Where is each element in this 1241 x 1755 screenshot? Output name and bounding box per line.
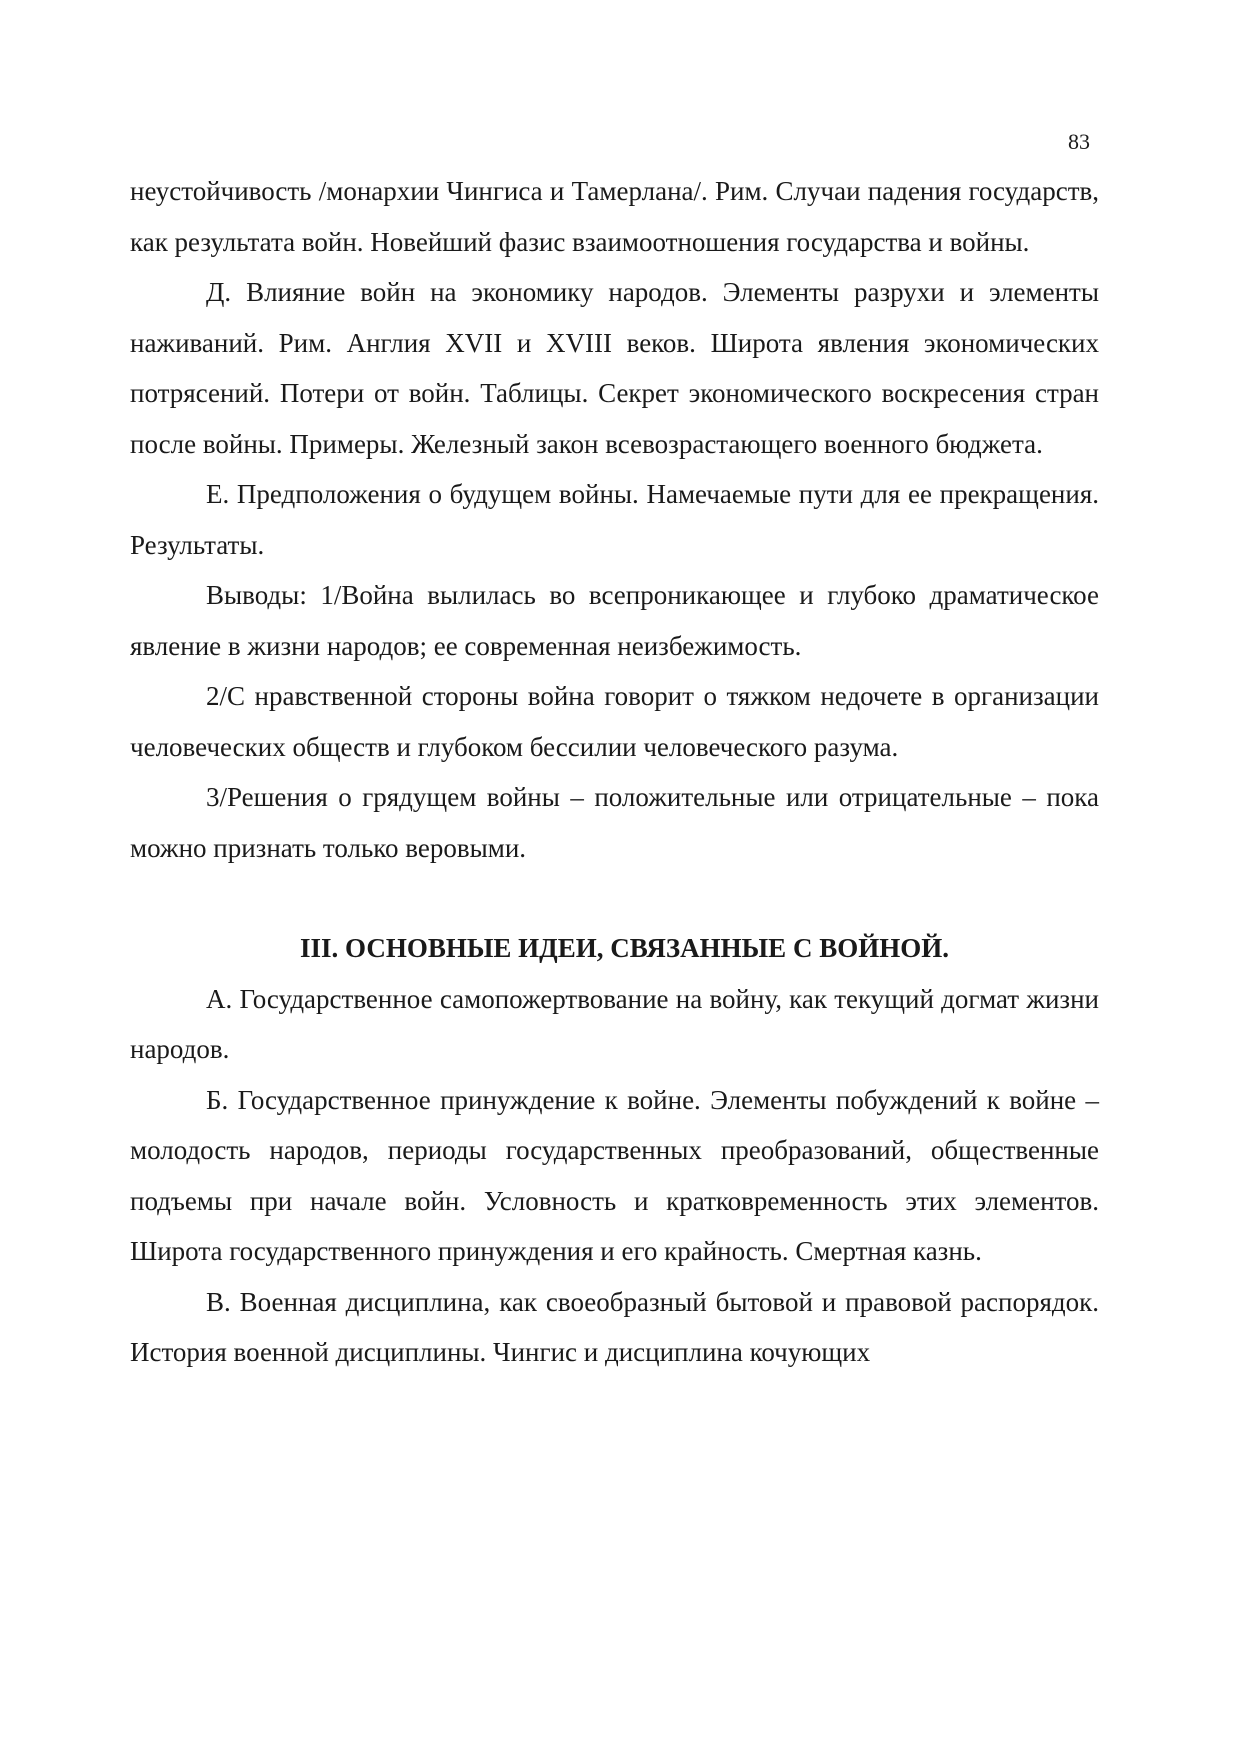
paragraph: Д. Влияние войн на экономику народов. Элементы разрухи и элементы наживаний. Рим. Англия XVII и XVIII веков. Широта явления экономических потрясений. Потери от войн. Таблицы. Секрет экономического воскресения стран после войны. Примеры. Железный закон всевозрастающего военного бюджета. bbox=[130, 277, 1099, 459]
section-heading: III. ОСНОВНЫЕ ИДЕИ, СВЯЗАННЫЕ С ВОЙНОЙ. bbox=[300, 933, 949, 963]
paragraph: Б. Государственное принуждение к войне. Элементы побуждений к войне – молодость народов, периоды государственных преобразований, общественные подъемы при начале войн. Условность и кратковременность этих элементов. Широта государственного принуждения и его крайность. Смертная казнь. bbox=[130, 1084, 1099, 1266]
page-body bbox=[130, 166, 1099, 1378]
paragraph: Выводы: 1/Война вылилась во всепроникающее и глубоко драматическое явление в жизни народов; ее современная неизбежимость. bbox=[130, 580, 1099, 661]
paragraph: неустойчивость /монархии Чингиса и Тамерлана/. Рим. Случаи падения государств, как результата войн. Новейший фазис взаимоотношения государства и войны. bbox=[130, 176, 1099, 257]
paragraph: 2/С нравственной стороны война говорит о тяжком недочете в организации человеческих обществ и глубоком бессилии человеческого разума. bbox=[130, 681, 1099, 762]
paragraph: А. Государственное самопожертвование на войну, как текущий догмат жизни народов. bbox=[130, 983, 1099, 1064]
paragraph: 3/Решения о грядущем войны – положительные или отрицательные – пока можно признать только веровыми. bbox=[130, 782, 1099, 863]
paragraph: Е. Предположения о будущем войны. Намечаемые пути для ее прекращения. Результаты. bbox=[130, 479, 1099, 560]
page-number: 83 bbox=[1068, 129, 1090, 154]
paragraph: В. Военная дисциплина, как своеобразный бытовой и правовой распорядок. История военной дисциплины. Чингис и дисциплина кочующих bbox=[130, 1286, 1099, 1367]
